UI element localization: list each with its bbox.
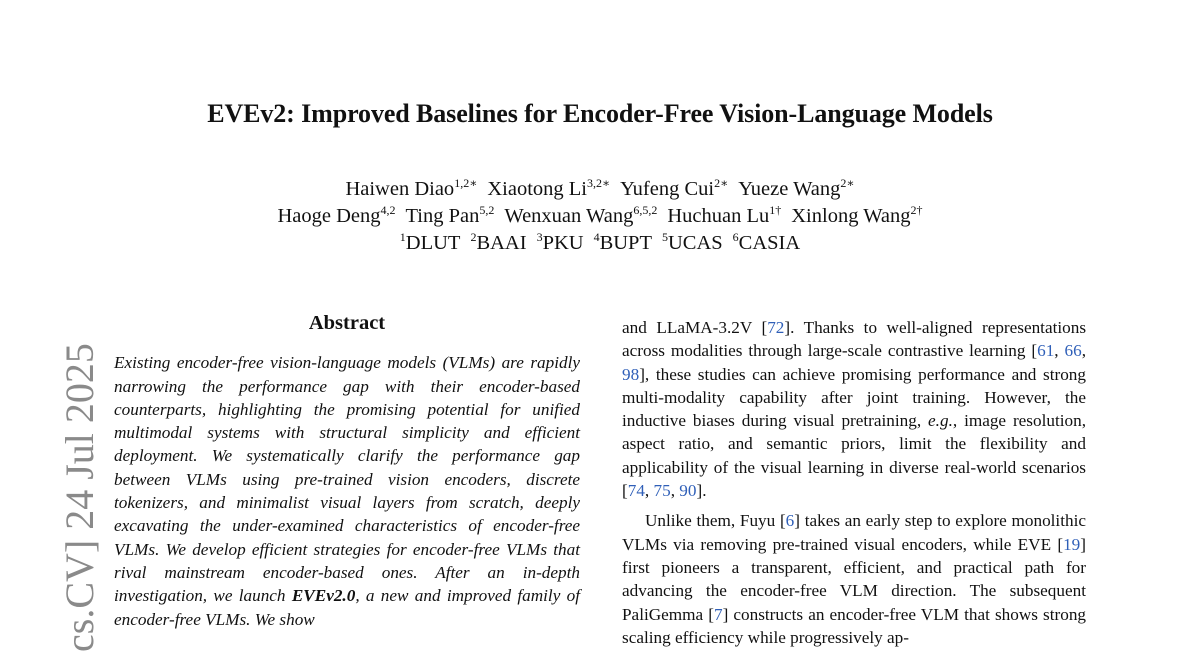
citation-link[interactable]: 90 [679, 481, 697, 501]
author-affiliation-marker: 6,5,2 [633, 203, 658, 217]
author [667, 205, 781, 227]
author-affiliation-marker: 4,2 [380, 203, 396, 217]
citation-link[interactable]: 66 [1064, 341, 1082, 361]
author-affiliation-marker: 2∗ [840, 176, 855, 190]
author [620, 178, 728, 200]
author-affiliation-marker: 2∗ [714, 176, 729, 190]
text-run: ] first pioneers a transparent, efficient, and practical path for advancing the encoder-free VLM direction. The subsequent PaliGemma [ [622, 534, 1086, 624]
author [277, 205, 395, 227]
text-run: , [670, 481, 680, 501]
citation-link[interactable]: 19 [1063, 534, 1081, 554]
affiliation-name: BAAI [476, 232, 527, 254]
author-affiliation-marker: 1† [769, 203, 782, 217]
author-name: Yueze Wang [738, 178, 841, 200]
affiliation-line [0, 230, 1200, 257]
author-name: Haiwen Diao [345, 178, 455, 200]
author-name: Wenxuan Wang [504, 205, 634, 227]
arxiv-stamp: cs.CV] 24 Jul 2025 [57, 343, 102, 652]
affiliation-marker: 3 [536, 230, 543, 244]
affiliation [470, 232, 526, 254]
author-name: Huchuan Lu [667, 205, 770, 227]
right-column [622, 316, 1086, 649]
text-run: , image resolution, aspect ratio, and semantic priors, limit the flexibility and applicability of the visual learning in diverse real-world scenarios [ [622, 411, 1086, 501]
citation-link[interactable]: 72 [767, 318, 785, 337]
author-line-2 [0, 203, 1200, 230]
author-name: Xinlong Wang [791, 205, 911, 227]
author-name: Xiaotong Li [487, 178, 587, 200]
affiliation-marker: 1 [399, 230, 406, 244]
affiliation-marker: 2 [470, 230, 477, 244]
intro-paragraph-1 [622, 316, 1086, 502]
author-name: Ting Pan [405, 205, 480, 227]
text-run: ], these studies can achieve promising performance and strong multi-modality capability after joint training. However, the inductive biases during visual pretraining, [622, 364, 1086, 431]
author [345, 178, 477, 200]
affiliation [662, 232, 723, 254]
author-affiliation-marker: 3,2∗ [586, 176, 611, 190]
intro-paragraph-2 [622, 509, 1086, 649]
affiliation [400, 232, 461, 254]
italic-run: e.g. [928, 411, 953, 431]
text-run: , [1081, 341, 1086, 361]
abstract-heading: Abstract [308, 312, 386, 334]
affiliation-marker: 5 [661, 230, 668, 244]
citation-link[interactable]: 61 [1037, 341, 1055, 361]
affiliation-name: DLUT [405, 232, 461, 254]
citation-link[interactable]: 75 [653, 481, 671, 501]
affiliation [733, 232, 801, 254]
affiliation [537, 232, 584, 254]
author-affiliation-marker: 5,2 [479, 203, 495, 217]
author [738, 178, 854, 200]
affiliation-name: CASIA [738, 232, 801, 254]
citation-link[interactable]: 74 [627, 481, 645, 501]
text-run: ] constructs an encoder-free VLM that shows strong scaling efficiency while progressively ap- [622, 604, 1087, 647]
text-run: ] takes an early step to explore monolithic VLMs via removing pre-trained visual encoders, while EVE [ [622, 511, 1086, 554]
author-line-1 [0, 176, 1200, 203]
abstract-text-part2: , a new and improved family of encoder-free VLMs. We show [114, 586, 580, 629]
arxiv-sidebar [22, 0, 102, 652]
left-column [114, 312, 580, 631]
citation-link[interactable]: 6 [785, 511, 795, 531]
abstract-text [114, 351, 580, 631]
citation-link[interactable]: 7 [713, 604, 723, 624]
affiliation-name: UCAS [667, 232, 723, 254]
text-run: Unlike them, Fuyu [ [645, 511, 786, 531]
author [406, 205, 495, 227]
affiliation-marker: 6 [732, 230, 739, 244]
abstract-text-part1: Existing encoder-free vision-language models (VLMs) are rapidly narrowing the performance gap with their encoder-based counterparts, highlighting the promising potential for unified multimodal systems with structural simplicity and efficient deployment. We systematically clarify the performance gap between VLMs using pre-trained vision encoders, discrete tokenizers, and minimalist visual layers from scratch, deeply excavating the under-examined characteristics of encoder-free VLMs. We develop efficient strategies for encoder-free VLMs that rival mainstream encoder-based ones. After an in-depth investigation, we launch [114, 353, 580, 606]
author-name: Haoge Deng [277, 205, 381, 227]
author-name: Yufeng Cui [620, 178, 715, 200]
abstract-emphasis: EVEv2.0 [291, 586, 356, 606]
affiliation-marker: 4 [593, 230, 600, 244]
author [791, 205, 922, 227]
text-run: , [644, 481, 654, 501]
affiliation [594, 232, 652, 254]
paper-title: EVEv2: Improved Baselines for Encoder-Free Vision-Language Models [207, 99, 993, 128]
author [504, 205, 657, 227]
author-affiliation-marker: 1,2∗ [454, 176, 478, 190]
citation-link[interactable]: 98 [622, 364, 640, 384]
text-run: ]. [696, 481, 707, 501]
text-run: and LLaMA-3.2V [ [622, 318, 768, 337]
text-run: , [1054, 341, 1065, 361]
author-affiliation-marker: 2† [910, 203, 923, 217]
author-block [0, 176, 1200, 257]
affiliation-name: BUPT [599, 232, 652, 254]
text-run: ]. Thanks to well-aligned representations across modalities through large-scale contrastive learning [ [622, 318, 1087, 361]
affiliation-name: PKU [542, 232, 584, 254]
author [487, 178, 610, 200]
